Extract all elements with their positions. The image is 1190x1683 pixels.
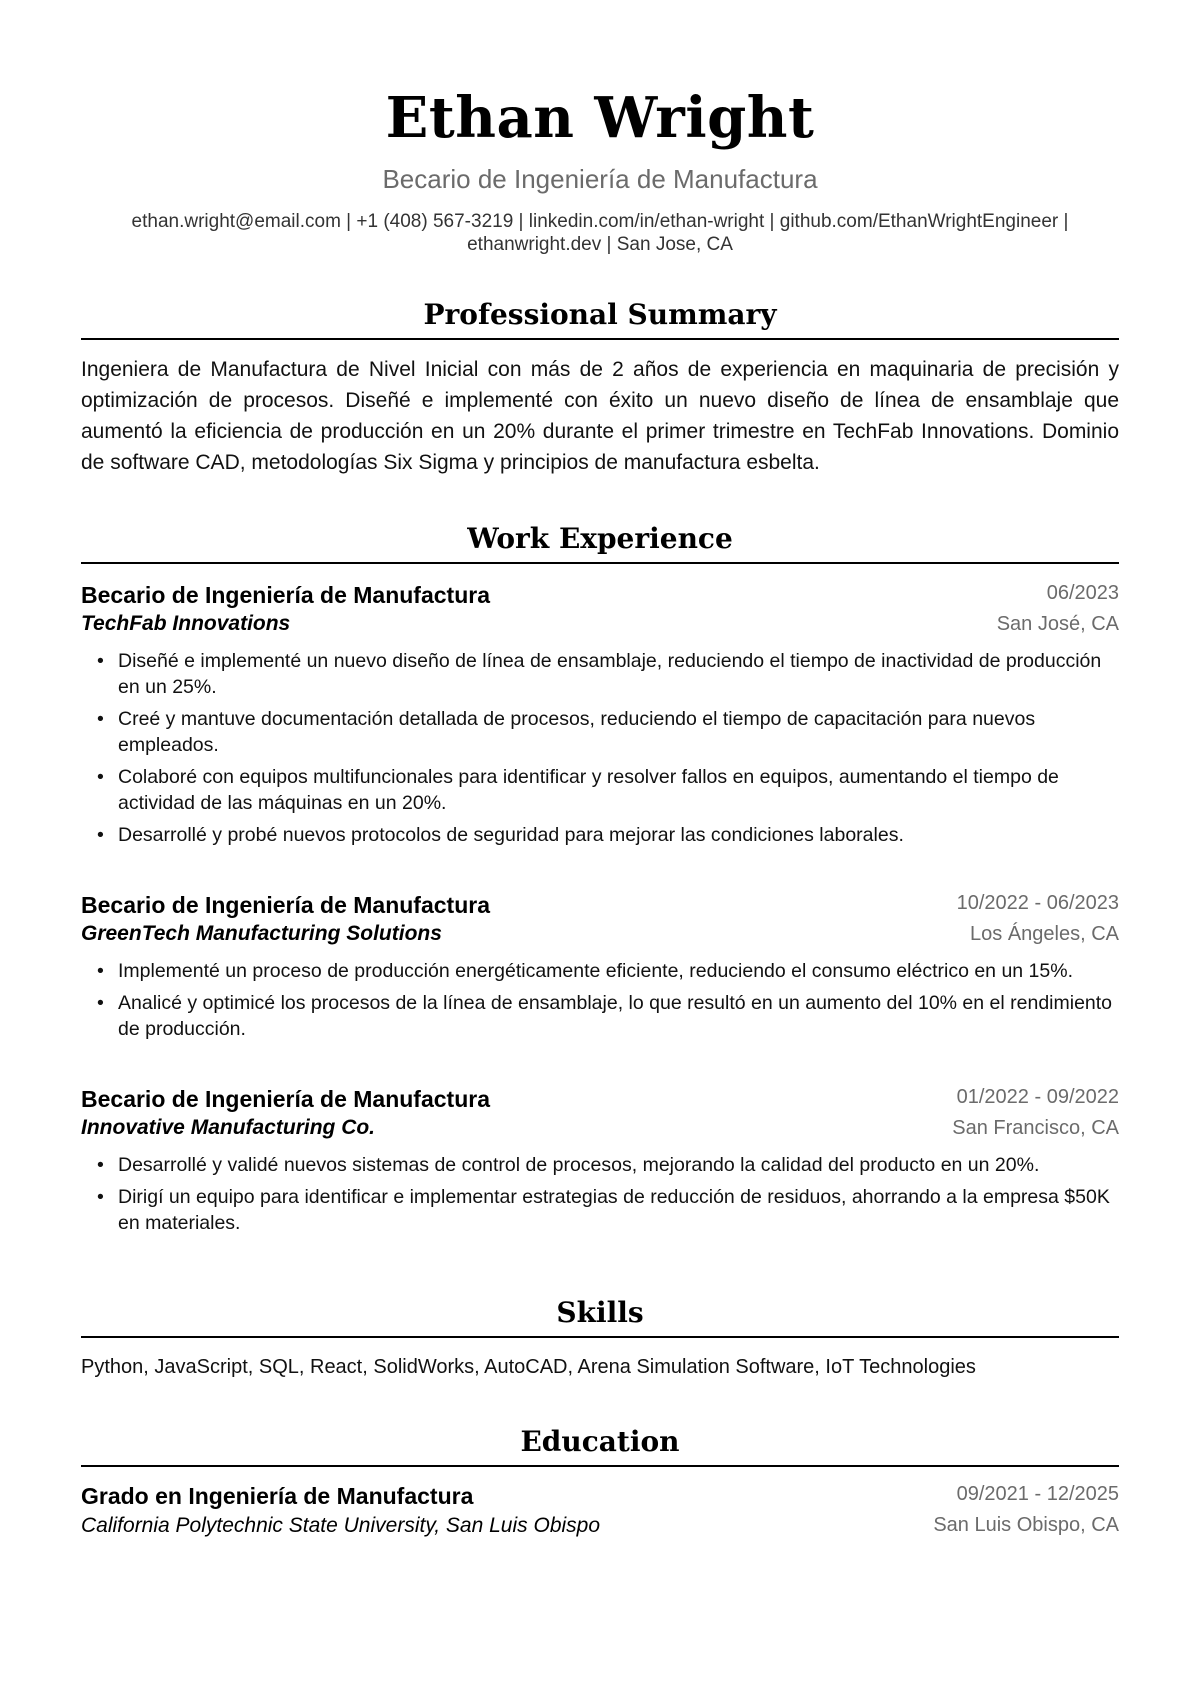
education-divider xyxy=(81,1465,1119,1467)
job-bullet: • Analicé y optimicé los procesos de la línea de ensamblaje, lo que resultó en un aumento del 10% en el rendimiento de producción. xyxy=(81,990,1119,1042)
summary-text: Ingeniera de Manufactura de Nivel Inicial con más de 2 años de experiencia en maquinaria de precisión y optimización de procesos. Diseñé e implementé con éxito un nuevo diseño de línea de ensamblaje que aumentó la eficiencia de producción en un 20% durante el primer trimestre en TechFab Innovations. Dominio de software CAD, metodologías Six Sigma y principios de manufactura esbelta. xyxy=(81,358,1119,474)
skills-divider xyxy=(81,1336,1119,1338)
experience-divider xyxy=(81,562,1119,564)
job-bullets xyxy=(81,1152,1119,1242)
summary-heading: Professional Summary xyxy=(423,298,777,331)
job-date: 10/2022 - 06/2023 xyxy=(956,892,1119,914)
education-date: 09/2021 - 12/2025 xyxy=(956,1483,1119,1505)
job-bullets xyxy=(81,958,1119,1048)
degree-title: Grado en Ingeniería de Manufactura xyxy=(81,1483,474,1509)
job-company: Innovative Manufacturing Co. xyxy=(81,1116,376,1139)
skills-text: Python, JavaScript, SQL, React, SolidWorks, AutoCAD, Arena Simulation Software, IoT Technologies xyxy=(81,1356,976,1378)
school-name: California Polytechnic State University, San Luis Obispo xyxy=(81,1514,601,1537)
candidate-subtitle: Becario de Ingeniería de Manufactura xyxy=(382,164,818,194)
job-title: Becario de Ingeniería de Manufactura xyxy=(81,892,491,918)
education-location: San Luis Obispo, CA xyxy=(933,1514,1119,1536)
job-location: San José, CA xyxy=(996,613,1119,635)
job-title: Becario de Ingeniería de Manufactura xyxy=(81,1086,491,1112)
job-bullet: • Dirigí un equipo para identificar e implementar estrategias de reducción de residuos, ahorrando a la empresa $50K en materiales. xyxy=(81,1184,1119,1236)
job-bullet: • Desarrollé y probé nuevos protocolos de seguridad para mejorar las condiciones laborales. xyxy=(81,822,1119,848)
job-bullet: • Creé y mantuve documentación detallada de procesos, reduciendo el tiempo de capacitación para nuevos empleados. xyxy=(81,706,1119,758)
job-date: 06/2023 xyxy=(1046,582,1119,604)
experience-heading: Work Experience xyxy=(467,522,733,555)
job-title: Becario de Ingeniería de Manufactura xyxy=(81,582,491,608)
skills-heading: Skills xyxy=(556,1296,644,1329)
contact-line-2: ethanwright.dev | San Jose, CA xyxy=(467,234,733,255)
job-date: 01/2022 - 09/2022 xyxy=(956,1086,1119,1108)
candidate-name: Ethan Wright xyxy=(385,85,815,151)
contact-line-1: ethan.wright@email.com | +1 (408) 567-3219 | linkedin.com/in/ethan-wright | github.com/EthanWrightEngineer | xyxy=(131,211,1069,232)
job-bullet: • Colaboré con equipos multifuncionales para identificar y resolver fallos en equipos, aumentando el tiempo de actividad de las máquinas en un 20%. xyxy=(81,764,1119,816)
job-location: Los Ángeles, CA xyxy=(970,923,1119,945)
summary-divider xyxy=(81,338,1119,340)
job-location: San Francisco, CA xyxy=(952,1117,1119,1139)
job-bullet: • Diseñé e implementé un nuevo diseño de línea de ensamblaje, reduciendo el tiempo de inactividad de producción en un 25%. xyxy=(81,648,1119,700)
job-bullets xyxy=(81,648,1119,854)
job-bullet: • Desarrollé y validé nuevos sistemas de control de procesos, mejorando la calidad del producto en un 20%. xyxy=(81,1152,1119,1178)
job-bullet: • Implementé un proceso de producción energéticamente eficiente, reduciendo el consumo eléctrico en un 15%. xyxy=(81,958,1119,984)
contact-info xyxy=(81,210,1119,256)
education-heading: Education xyxy=(520,1425,680,1458)
job-company: TechFab Innovations xyxy=(81,612,291,635)
job-company: GreenTech Manufacturing Solutions xyxy=(81,922,442,945)
